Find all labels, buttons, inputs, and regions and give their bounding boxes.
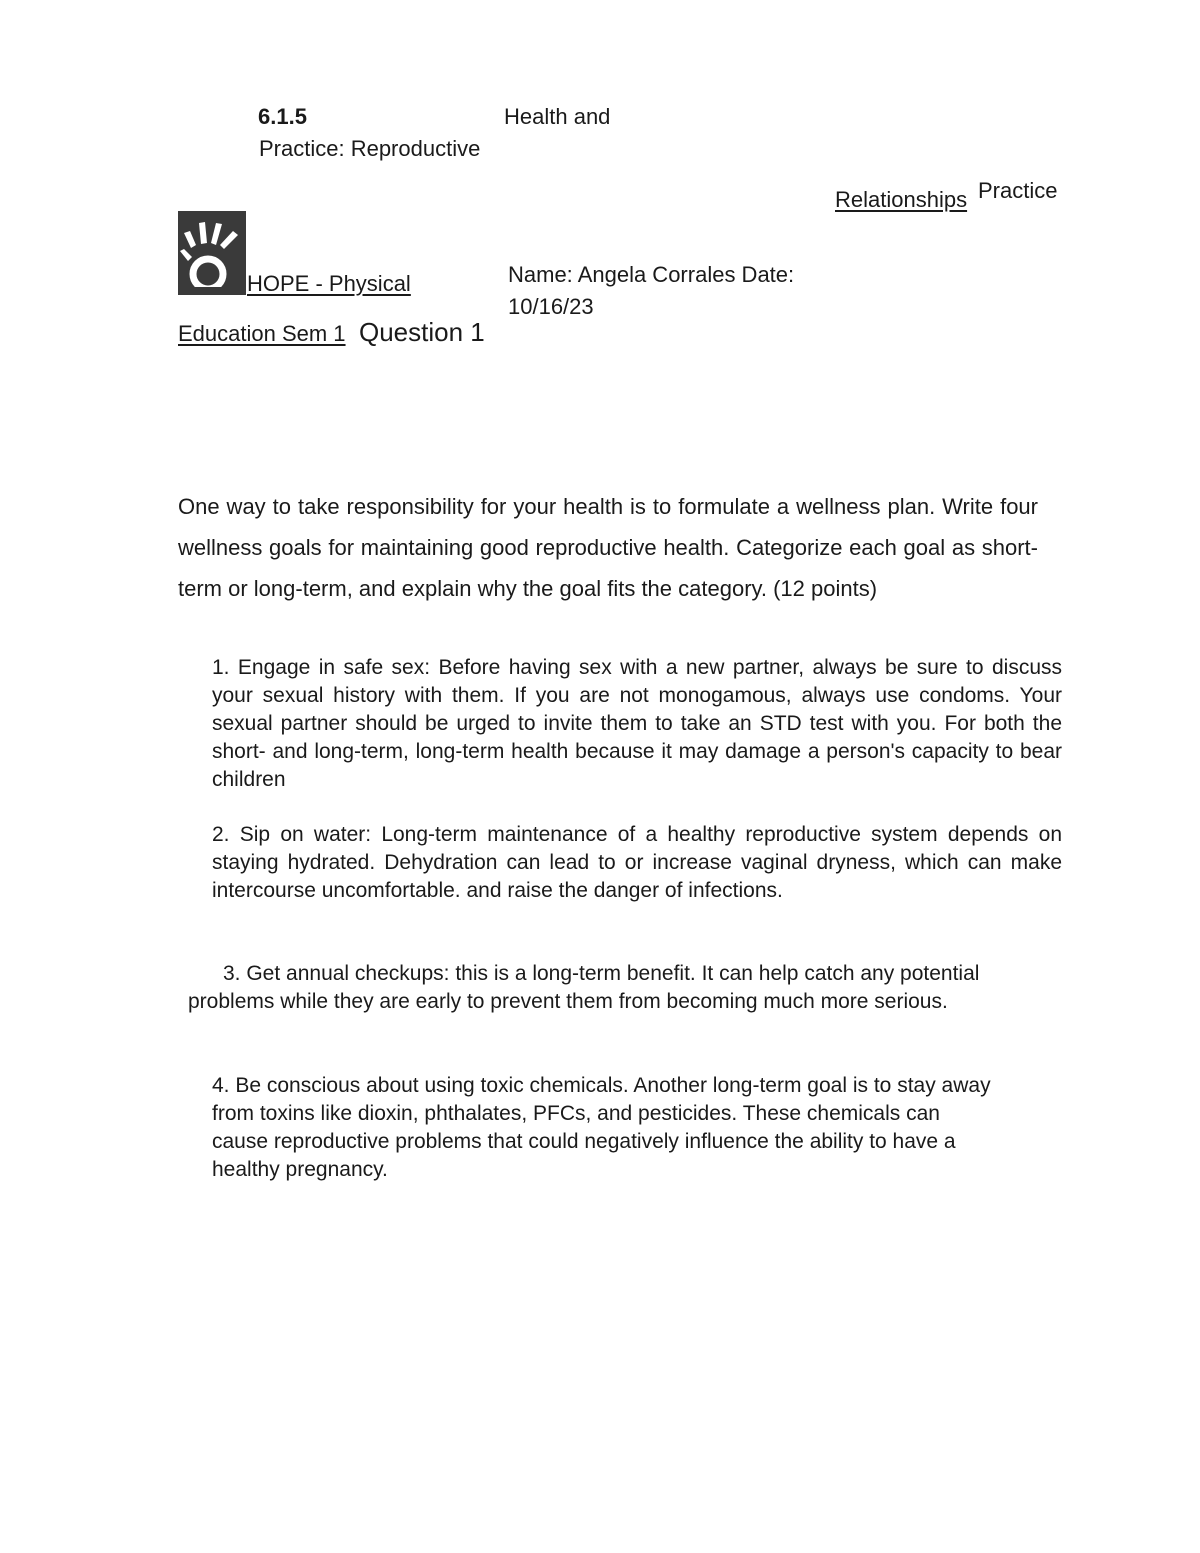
- hope-sun-logo-icon: [178, 211, 246, 295]
- question-label: Question 1: [359, 317, 485, 347]
- course-name-line1: HOPE - Physical: [247, 271, 411, 296]
- wellness-goal-1: 1. Engage in safe sex: Before having sex with a new partner, always be sure to discuss your sexual history with them. If you are not monogamous, always use condoms. Your sexual partner should be urged to invite them to take an STD test with you. For both the short- and long-term, long-term health because it may damage a person's capacity to bear children: [212, 656, 1062, 791]
- student-name-date: Name: Angela Corrales Date:: [508, 262, 795, 287]
- wellness-goal-3: 3. Get annual checkups: this is a long-term benefit. It can help catch any potential problems while they are early to prevent them from becoming much more serious.: [188, 962, 980, 1013]
- assignment-number: 6.1.5: [258, 104, 307, 129]
- wellness-goal-2: 2. Sip on water: Long-term maintenance of a healthy reproductive system depends on staying hydrated. Dehydration can lead to or increase vaginal dryness, which can make intercourse uncomfortable. and raise the danger of infections.: [212, 823, 1062, 902]
- practice-label: Practice: [978, 178, 1058, 203]
- submission-date: 10/16/23: [508, 294, 594, 319]
- assignment-title-line2: Practice: Reproductive: [259, 136, 481, 161]
- course-name-line2: Education Sem 1: [178, 321, 346, 346]
- assignment-title-line1: Health and: [504, 104, 611, 129]
- question-prompt: One way to take responsibility for your health is to formulate a wellness plan. Write four wellness goals for maintaining good reproductive health. Categorize each goal as short-term or long-term, and explain why the goal fits the category. (12 points): [178, 494, 1038, 601]
- wellness-goal-4: 4. Be conscious about using toxic chemicals. Another long-term goal is to stay away from toxins like dioxin, phthalates, PFCs, and pesticides. These chemicals can cause reproductive problems that could negatively influence the ability to have a healthy pregnancy.: [212, 1074, 991, 1181]
- relationships-label: Relationships: [835, 187, 968, 212]
